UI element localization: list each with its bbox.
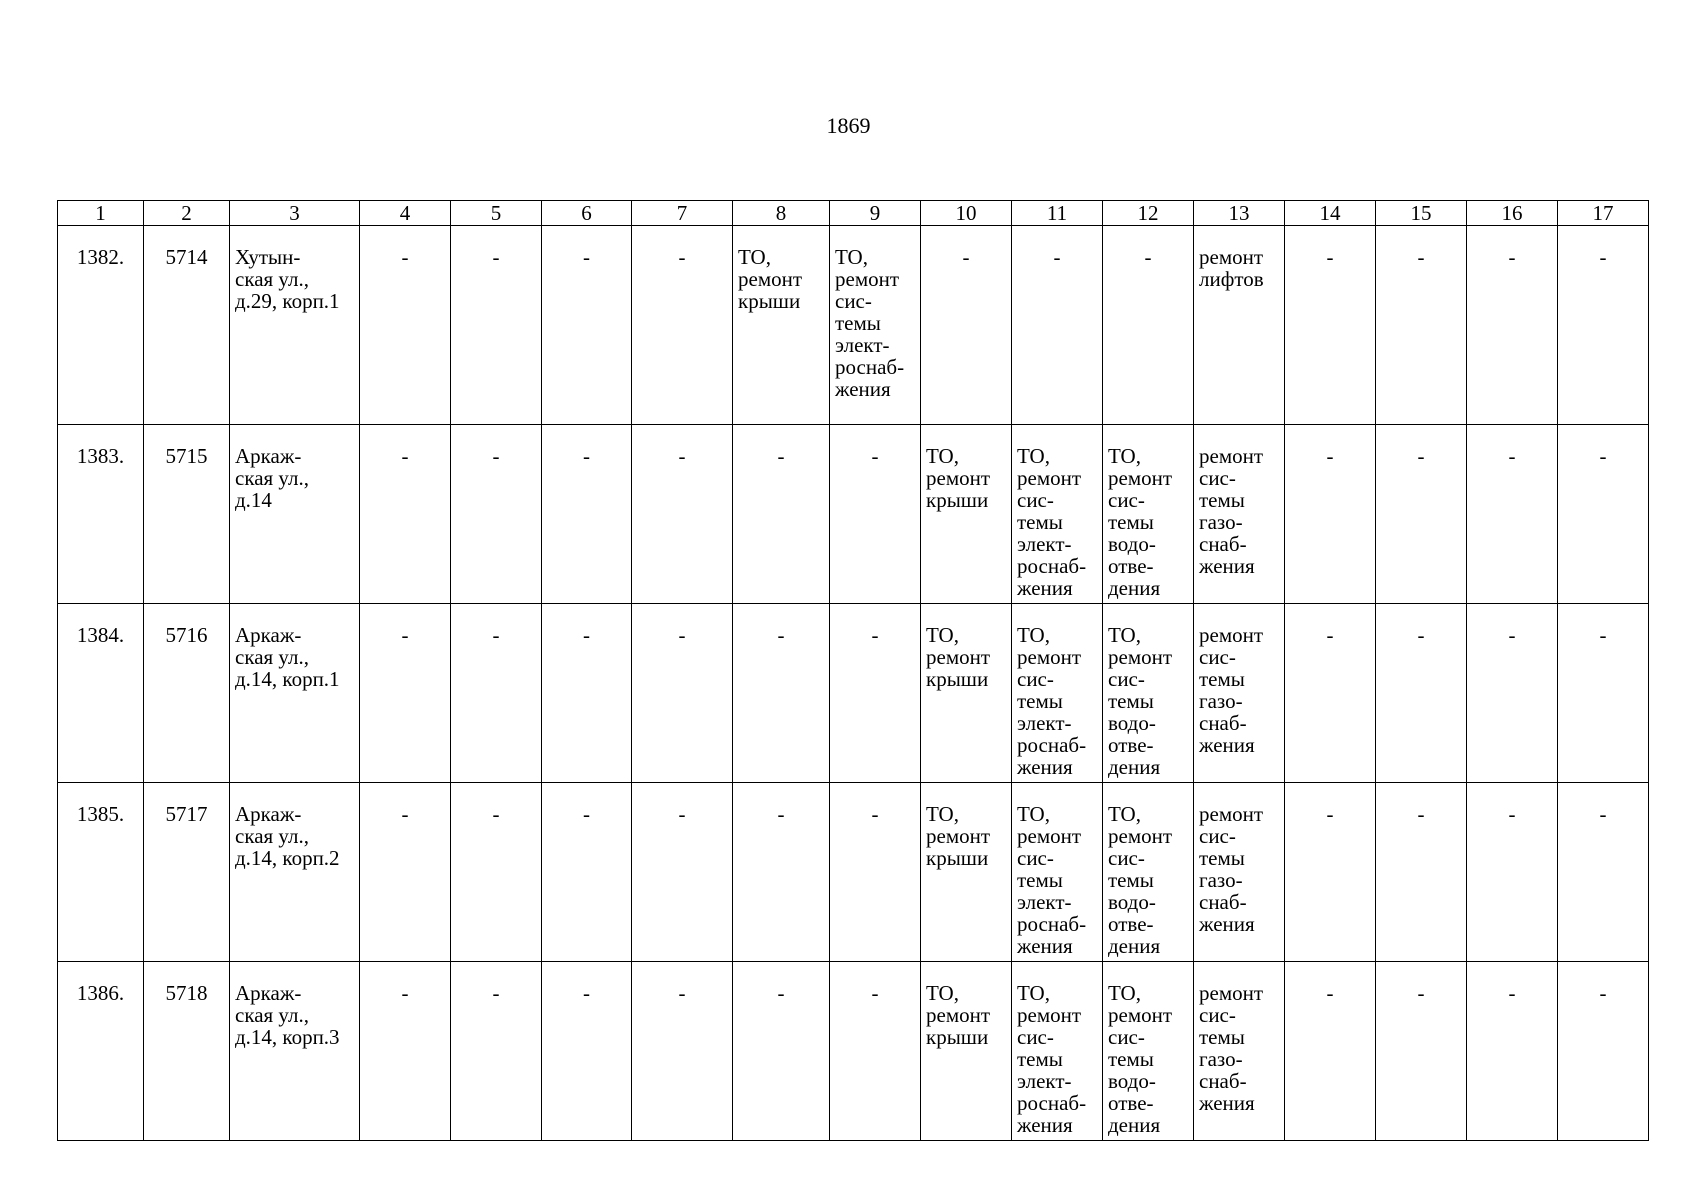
cell-text-line: жения [1017,934,1073,958]
col-5-cell: - [451,604,542,783]
cell-text-line: д.14, корп.3 [235,1025,340,1049]
col-13-cell [1194,226,1285,425]
cell-text-line: ТО, [926,444,959,468]
cell-text-line: ремонт [1199,802,1264,826]
cell-text-line: водо- [1108,711,1156,735]
cell-text-line: ская ул., [235,466,309,490]
cell-text-line: д.14, корп.1 [235,667,340,691]
col-4-cell: - [360,783,451,962]
cell-text-line: дения [1108,1113,1161,1137]
col-14-cell: - [1285,425,1376,604]
cell-text-line: жения [1017,576,1073,600]
col-16-cell: - [1467,604,1558,783]
object-code-cell: 5715 [144,425,230,604]
cell-text-line: ремонт [835,267,900,291]
cell-text-line: сис- [1017,1025,1054,1049]
cell-text-line: крыши [926,846,989,870]
col-14-cell: - [1285,962,1376,1141]
col-10-cell: - [921,226,1012,425]
cell-text-line: водо- [1108,1069,1156,1093]
cell-text-line: ремонт [926,645,991,669]
cell-text-line: д.14, корп.2 [235,846,340,870]
col-12-cell [1103,783,1194,962]
cell-text-line: сис- [1108,846,1145,870]
cell-text-line: ТО, [926,981,959,1005]
column-number-header: 8 [733,201,830,226]
col-14-cell: - [1285,783,1376,962]
cell-text-line: жения [1199,912,1255,936]
cell-text-line: газо- [1199,868,1243,892]
cell-text-line: элект- [835,333,890,357]
object-code-cell: 5718 [144,962,230,1141]
col-13-cell [1194,425,1285,604]
col-10-cell [921,604,1012,783]
cell-text-line: темы [1108,868,1154,892]
cell-text-line: снаб- [1199,1069,1247,1093]
col-4-cell: - [360,425,451,604]
row-number-cell: 1385. [58,783,144,962]
column-number-header: 11 [1012,201,1103,226]
col-8-cell [733,226,830,425]
cell-text-line: роснаб- [835,355,905,379]
cell-text-line: темы [1108,1047,1154,1071]
column-number-header: 14 [1285,201,1376,226]
column-number-header: 7 [632,201,733,226]
column-number-header: 10 [921,201,1012,226]
column-number-header: 2 [144,201,230,226]
col-10-cell [921,783,1012,962]
col-11-cell [1012,425,1103,604]
col-12-cell [1103,962,1194,1141]
cell-text-line: водо- [1108,890,1156,914]
cell-text-line: ТО, [926,802,959,826]
cell-text-line: сис- [835,289,872,313]
col-11-cell [1012,962,1103,1141]
col-12-cell [1103,604,1194,783]
col-9-cell [830,226,921,425]
cell-text-line: сис- [1108,667,1145,691]
cell-text-line: ремонт [926,1003,991,1027]
cell-text-line: жения [1199,1091,1255,1115]
col-11-cell [1012,783,1103,962]
cell-text-line: снаб- [1199,532,1247,556]
col-9-cell: - [830,962,921,1141]
cell-text-line: ТО, [1017,981,1050,1005]
address-cell [230,604,360,783]
cell-text-line: водо- [1108,532,1156,556]
col-13-cell [1194,962,1285,1141]
cell-text-line: ремонт [1108,466,1173,490]
cell-text-line: ская ул., [235,267,309,291]
page-number: 1869 [826,113,871,138]
cell-text-line: ремонт [1017,824,1082,848]
cell-text-line: ТО, [1017,623,1050,647]
cell-text-line: темы [1017,868,1063,892]
cell-text-line: дения [1108,755,1161,779]
cell-text-line: ремонт [1017,645,1082,669]
cell-text-line: ремонт [1199,245,1264,269]
address-cell [230,962,360,1141]
cell-text-line: ТО, [1108,444,1141,468]
cell-text-line: газо- [1199,1047,1243,1071]
cell-text-line: темы [835,311,881,335]
col-17-cell: - [1558,226,1649,425]
cell-text-line: газо- [1199,689,1243,713]
col-4-cell: - [360,604,451,783]
col-8-cell: - [733,604,830,783]
cell-text-line: ремонт [926,824,991,848]
col-14-cell: - [1285,604,1376,783]
cell-text-line: ремонт [1108,645,1173,669]
cell-text-line: снаб- [1199,711,1247,735]
col-8-cell: - [733,962,830,1141]
column-number-header: 13 [1194,201,1285,226]
cell-text-line: ТО, [1017,444,1050,468]
table-row [58,604,1649,783]
col-10-cell [921,962,1012,1141]
col-12-cell: - [1103,226,1194,425]
col-15-cell: - [1376,226,1467,425]
cell-text-line: крыши [926,1025,989,1049]
cell-text-line: Аркаж- [235,623,302,647]
cell-text-line: сис- [1108,1025,1145,1049]
col-9-cell: - [830,425,921,604]
cell-text-line: ремонт [1199,444,1264,468]
col-9-cell: - [830,783,921,962]
table-row [58,226,1649,425]
cell-text-line: ТО, [1108,623,1141,647]
col-14-cell: - [1285,226,1376,425]
cell-text-line: темы [1199,846,1245,870]
col-15-cell: - [1376,604,1467,783]
row-number-cell: 1383. [58,425,144,604]
column-number-header: 12 [1103,201,1194,226]
cell-text-line: темы [1108,689,1154,713]
cell-text-line: ремонт [1108,824,1173,848]
cell-text-line: отве- [1108,733,1154,757]
cell-text-line: Хутын- [235,245,301,269]
column-number-header: 17 [1558,201,1649,226]
cell-text-line: отве- [1108,912,1154,936]
col-6-cell: - [542,962,632,1141]
col-15-cell: - [1376,425,1467,604]
column-number-header: 3 [230,201,360,226]
col-8-cell: - [733,425,830,604]
cell-text-line: сис- [1199,645,1236,669]
address-cell [230,425,360,604]
cell-text-line: роснаб- [1017,912,1087,936]
cell-text-line: жения [1199,554,1255,578]
col-6-cell: - [542,226,632,425]
cell-text-line: д.29, корп.1 [235,289,340,313]
cell-text-line: жения [1017,755,1073,779]
col-8-cell: - [733,783,830,962]
cell-text-line: сис- [1017,488,1054,512]
cell-text-line: темы [1199,667,1245,691]
cell-text-line: роснаб- [1017,1091,1087,1115]
cell-text-line: ская ул., [235,645,309,669]
col-7-cell: - [632,604,733,783]
cell-text-line: жения [835,377,891,401]
cell-text-line: сис- [1017,667,1054,691]
col-15-cell: - [1376,783,1467,962]
cell-text-line: сис- [1199,1003,1236,1027]
col-13-cell [1194,783,1285,962]
cell-text-line: ремонт [1017,1003,1082,1027]
object-code-cell: 5717 [144,783,230,962]
cell-text-line: темы [1199,1025,1245,1049]
cell-text-line: ремонт [1199,623,1264,647]
col-16-cell: - [1467,783,1558,962]
col-5-cell: - [451,962,542,1141]
column-number-header: 5 [451,201,542,226]
cell-text-line: роснаб- [1017,733,1087,757]
col-6-cell: - [542,425,632,604]
cell-text-line: отве- [1108,1091,1154,1115]
cell-text-line: элект- [1017,532,1072,556]
cell-text-line: Аркаж- [235,444,302,468]
address-cell [230,226,360,425]
cell-text-line: дения [1108,576,1161,600]
cell-text-line: ТО, [926,623,959,647]
cell-text-line: сис- [1017,846,1054,870]
col-4-cell: - [360,226,451,425]
cell-text-line: элект- [1017,711,1072,735]
cell-text-line: газо- [1199,510,1243,534]
col-17-cell: - [1558,604,1649,783]
col-17-cell: - [1558,962,1649,1141]
col-7-cell: - [632,425,733,604]
cell-text-line: сис- [1108,488,1145,512]
cell-text-line: темы [1017,689,1063,713]
col-15-cell: - [1376,962,1467,1141]
cell-text-line: снаб- [1199,890,1247,914]
col-17-cell: - [1558,425,1649,604]
cell-text-line: ремонт [738,267,803,291]
cell-text-line: элект- [1017,1069,1072,1093]
col-6-cell: - [542,604,632,783]
cell-text-line: темы [1199,488,1245,512]
cell-text-line: ТО, [1108,981,1141,1005]
cell-text-line: дения [1108,934,1161,958]
col-9-cell: - [830,604,921,783]
cell-text-line: сис- [1199,466,1236,490]
object-code-cell: 5716 [144,604,230,783]
cell-text-line: роснаб- [1017,554,1087,578]
table-row [58,962,1649,1141]
cell-text-line: элект- [1017,890,1072,914]
column-number-header: 15 [1376,201,1467,226]
cell-text-line: жения [1017,1113,1073,1137]
col-7-cell: - [632,226,733,425]
cell-text-line: темы [1017,1047,1063,1071]
address-cell [230,783,360,962]
table-row [58,425,1649,604]
cell-text-line: сис- [1199,824,1236,848]
cell-text-line: ремонт [926,466,991,490]
column-number-header: 4 [360,201,451,226]
column-number-header: 16 [1467,201,1558,226]
object-code-cell: 5714 [144,226,230,425]
cell-text-line: лифтов [1199,267,1264,291]
cell-text-line: ТО, [1017,802,1050,826]
cell-text-line: ТО, [835,245,868,269]
column-number-header: 9 [830,201,921,226]
col-11-cell [1012,604,1103,783]
col-7-cell: - [632,783,733,962]
cell-text-line: ТО, [738,245,771,269]
row-number-cell: 1386. [58,962,144,1141]
col-13-cell [1194,604,1285,783]
cell-text-line: ремонт [1017,466,1082,490]
col-5-cell: - [451,425,542,604]
col-11-cell: - [1012,226,1103,425]
cell-text-line: ремонт [1108,1003,1173,1027]
cell-text-line: Аркаж- [235,981,302,1005]
header-row [58,201,1649,226]
col-4-cell: - [360,962,451,1141]
cell-text-line: темы [1108,510,1154,534]
col-7-cell: - [632,962,733,1141]
col-12-cell [1103,425,1194,604]
col-16-cell: - [1467,226,1558,425]
cell-text-line: темы [1017,510,1063,534]
row-number-cell: 1382. [58,226,144,425]
cell-text-line: жения [1199,733,1255,757]
cell-text-line: отве- [1108,554,1154,578]
cell-text-line: Аркаж- [235,802,302,826]
row-number-cell: 1384. [58,604,144,783]
cell-text-line: ТО, [1108,802,1141,826]
data-table [57,200,1649,1141]
column-number-header: 6 [542,201,632,226]
col-10-cell [921,425,1012,604]
col-6-cell: - [542,783,632,962]
cell-text-line: ремонт [1199,981,1264,1005]
cell-text-line: крыши [738,289,801,313]
col-5-cell: - [451,226,542,425]
col-5-cell: - [451,783,542,962]
col-17-cell: - [1558,783,1649,962]
cell-text-line: ская ул., [235,1003,309,1027]
col-16-cell: - [1467,962,1558,1141]
column-number-header: 1 [58,201,144,226]
cell-text-line: ская ул., [235,824,309,848]
cell-text-line: д.14 [235,488,272,512]
cell-text-line: крыши [926,488,989,512]
table-row [58,783,1649,962]
col-16-cell: - [1467,425,1558,604]
cell-text-line: крыши [926,667,989,691]
